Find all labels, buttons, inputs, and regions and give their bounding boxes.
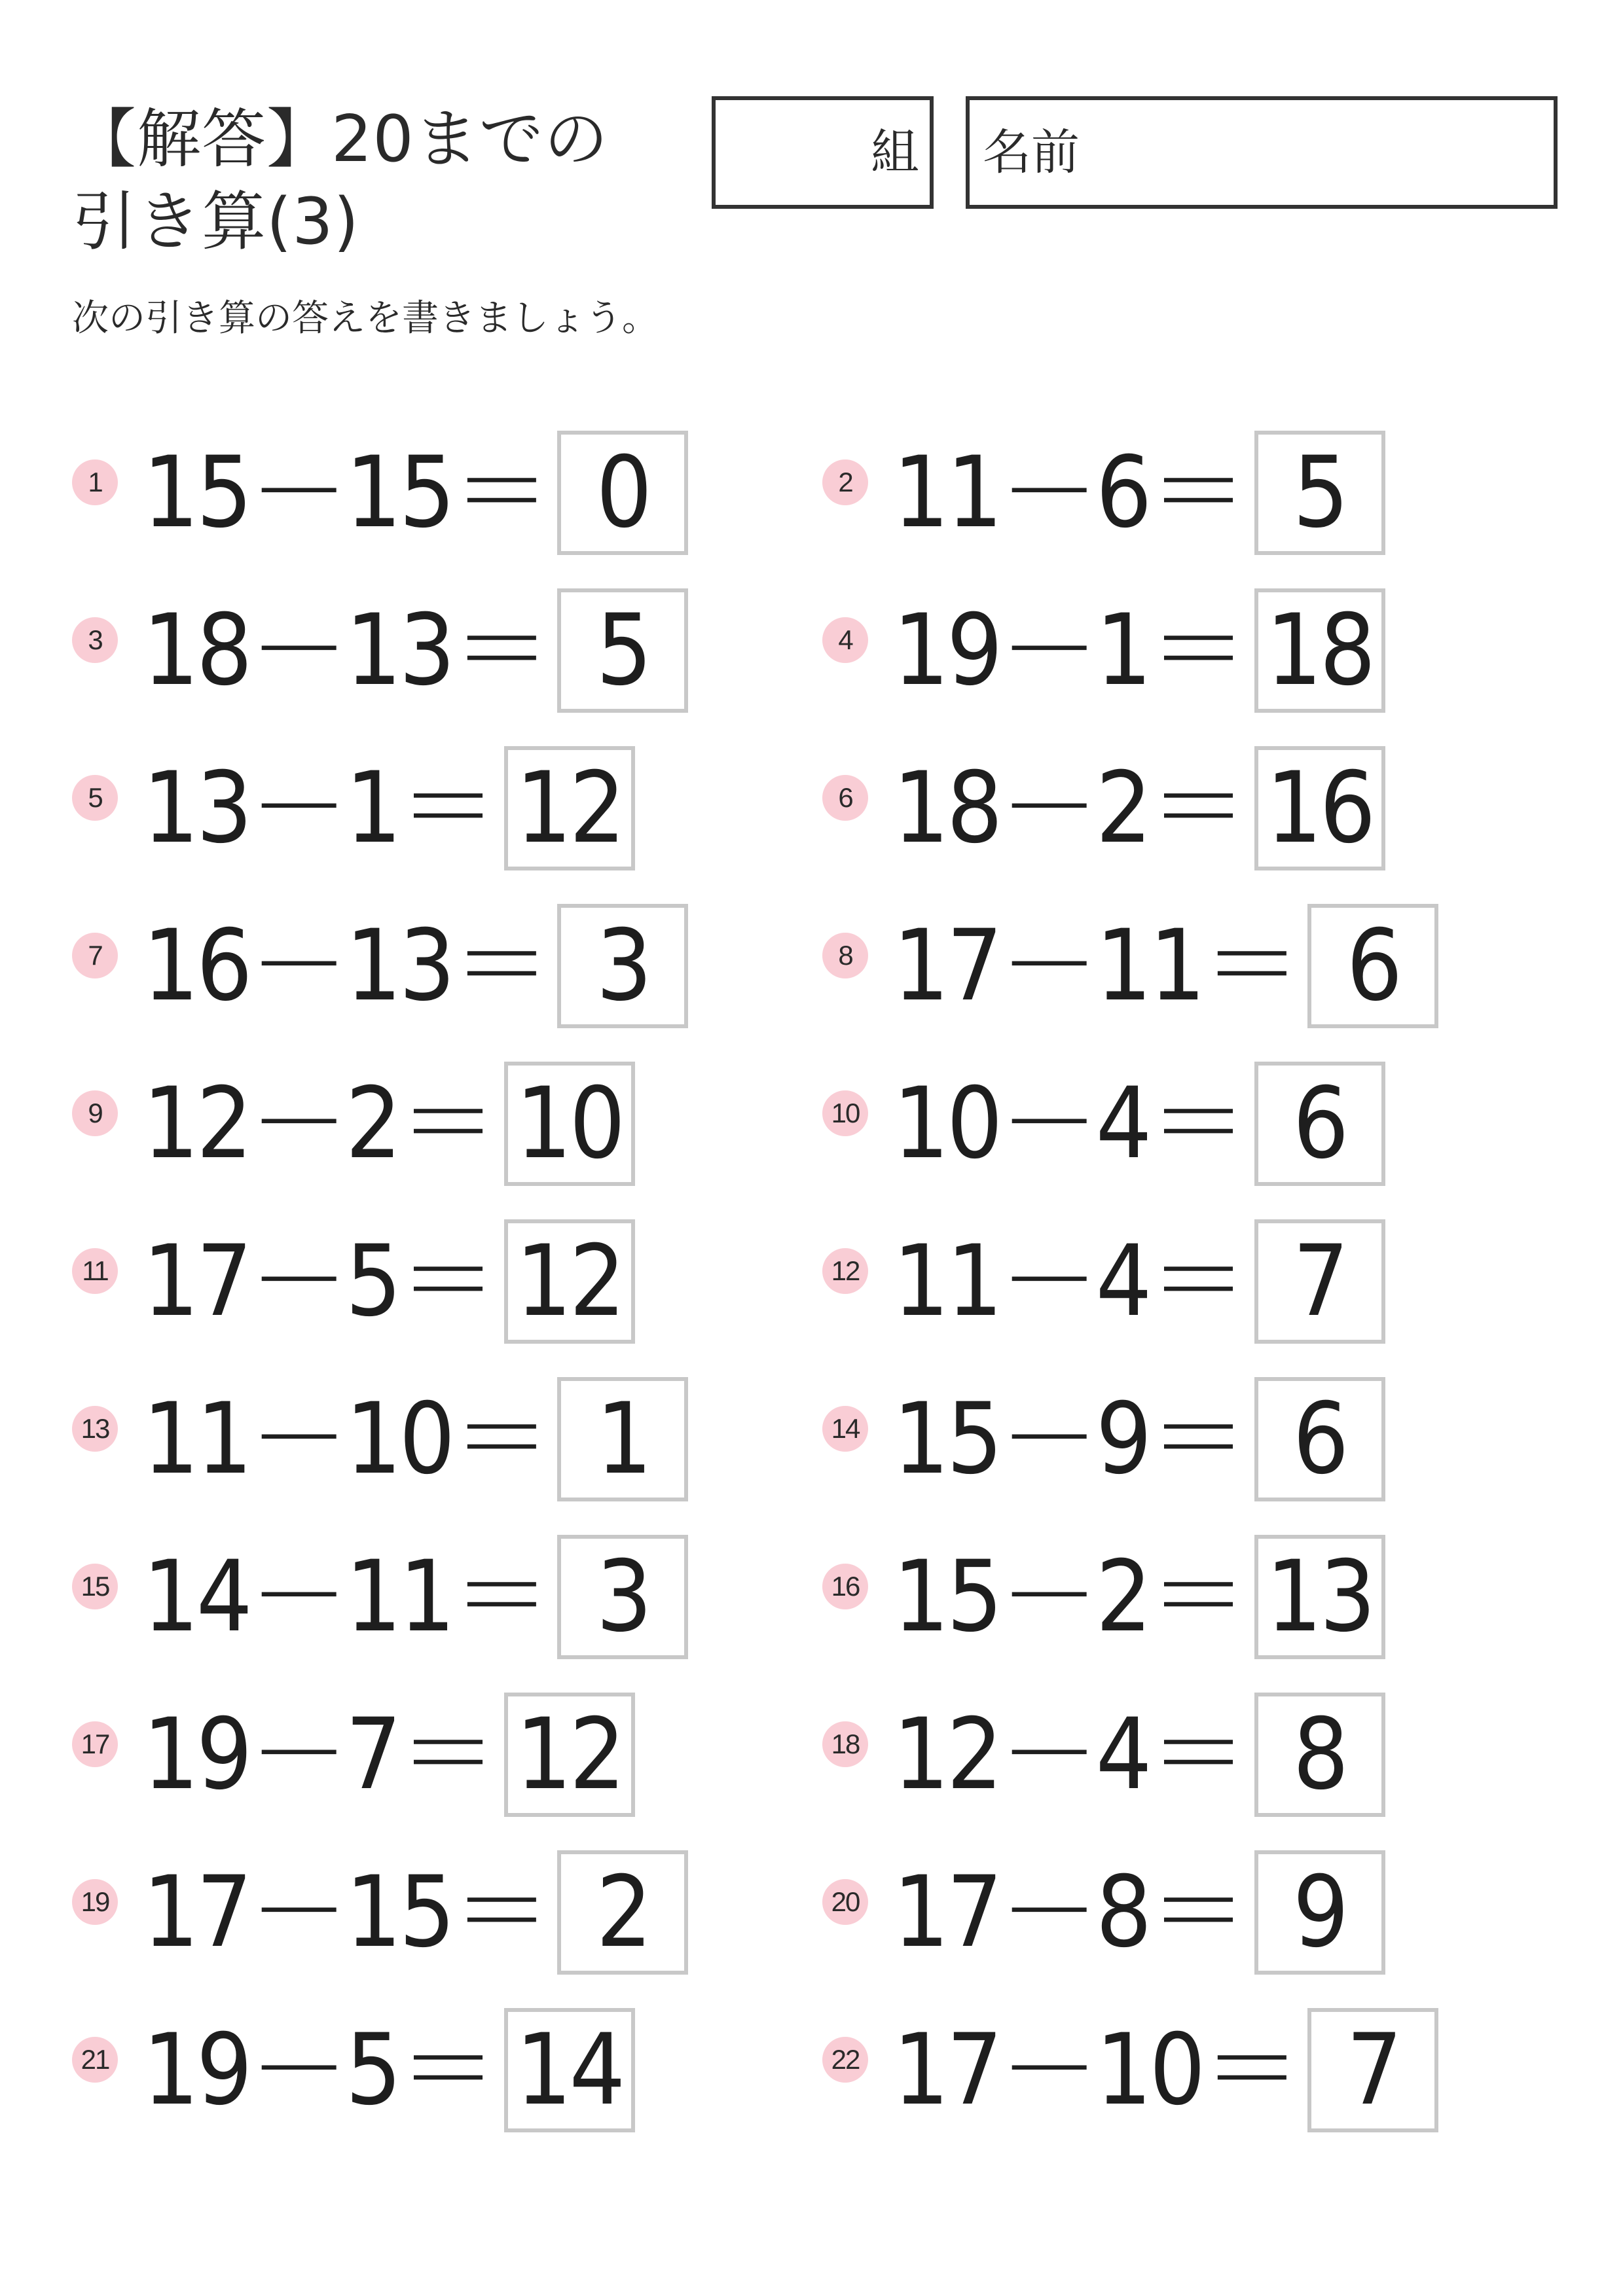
problem-number-badge: 11	[72, 1248, 118, 1294]
name-field[interactable]	[966, 96, 1558, 209]
problem-expression	[143, 746, 635, 870]
problem-expression	[893, 1377, 1385, 1501]
expression-text: 17－8＝	[893, 1856, 1245, 1969]
problem-number-badge: 10	[822, 1090, 868, 1136]
problem-number-badge: 2	[822, 459, 868, 505]
problem-expression	[143, 2008, 635, 2132]
problem-expression	[893, 1062, 1385, 1186]
problem-number-badge: 9	[72, 1090, 118, 1136]
problem-number-badge: 13	[72, 1406, 118, 1452]
answer-box[interactable]: 18	[1254, 588, 1385, 713]
expression-text: 11－6＝	[893, 436, 1245, 550]
problem-number-badge: 3	[72, 617, 118, 663]
problem-expression	[143, 1693, 635, 1817]
problem-expression	[143, 431, 688, 555]
problem-number-badge: 19	[72, 1879, 118, 1925]
expression-text: 17－10＝	[893, 2013, 1299, 2127]
answer-box[interactable]: 3	[557, 1535, 688, 1659]
problem-number-badge: 18	[822, 1721, 868, 1767]
expression-text: 17－5＝	[143, 1225, 495, 1338]
problem-number-badge: 16	[822, 1564, 868, 1609]
problem-number-badge: 20	[822, 1879, 868, 1925]
answer-box[interactable]: 6	[1307, 904, 1438, 1028]
problem-number-badge: 1	[72, 459, 118, 505]
problem-expression	[143, 588, 688, 713]
problem-number-badge: 22	[822, 2037, 868, 2083]
expression-text: 15－2＝	[893, 1540, 1245, 1654]
problem-number-badge: 8	[822, 933, 868, 978]
class-label: 組	[871, 124, 919, 181]
answer-box[interactable]: 0	[557, 431, 688, 555]
answer-box[interactable]: 14	[504, 2008, 635, 2132]
expression-text: 16－13＝	[143, 909, 549, 1023]
problem-expression	[143, 1535, 688, 1659]
page-title: 【解答】20までの引き算(3)	[72, 102, 609, 259]
answer-box[interactable]: 12	[504, 1219, 635, 1344]
problem-number-badge: 12	[822, 1248, 868, 1294]
answer-box[interactable]: 6	[1254, 1377, 1385, 1501]
problem-number-badge: 7	[72, 933, 118, 978]
problem-expression	[893, 588, 1385, 713]
expression-text: 11－4＝	[893, 1225, 1245, 1338]
expression-text: 17－15＝	[143, 1856, 549, 1969]
expression-text: 12－2＝	[143, 1067, 495, 1181]
problem-expression	[893, 1693, 1385, 1817]
problem-expression	[143, 1850, 688, 1975]
problem-expression	[893, 1850, 1385, 1975]
problem-expression	[143, 1377, 688, 1501]
answer-box[interactable]: 12	[504, 1693, 635, 1817]
expression-text: 19－5＝	[143, 2013, 495, 2127]
answer-box[interactable]: 9	[1254, 1850, 1385, 1975]
problem-number-badge: 5	[72, 775, 118, 821]
expression-text: 19－1＝	[893, 594, 1245, 708]
expression-text: 17－11＝	[893, 909, 1299, 1023]
problem-expression	[893, 904, 1438, 1028]
problem-expression	[893, 431, 1385, 555]
answer-box[interactable]: 10	[504, 1062, 635, 1186]
name-label: 名前	[983, 124, 1080, 181]
problem-number-badge: 4	[822, 617, 868, 663]
answer-box[interactable]: 13	[1254, 1535, 1385, 1659]
expression-text: 14－11＝	[143, 1540, 549, 1654]
problem-number-badge: 6	[822, 775, 868, 821]
problem-expression	[143, 1062, 635, 1186]
answer-box[interactable]: 7	[1307, 2008, 1438, 2132]
answer-box[interactable]: 8	[1254, 1693, 1385, 1817]
answer-box[interactable]: 16	[1254, 746, 1385, 870]
problem-number-badge: 15	[72, 1564, 118, 1609]
problem-number-badge: 21	[72, 2037, 118, 2083]
expression-text: 15－9＝	[893, 1382, 1245, 1496]
expression-text: 13－1＝	[143, 751, 495, 865]
expression-text: 12－4＝	[893, 1698, 1245, 1812]
problem-number-badge: 14	[822, 1406, 868, 1452]
problem-expression	[893, 746, 1385, 870]
problem-expression	[893, 1219, 1385, 1344]
answer-box[interactable]: 2	[557, 1850, 688, 1975]
problem-expression	[893, 2008, 1438, 2132]
class-field[interactable]	[712, 96, 934, 209]
answer-box[interactable]: 12	[504, 746, 635, 870]
instruction-text: 次の引き算の答えを書きましょう。	[72, 297, 659, 340]
answer-box[interactable]: 1	[557, 1377, 688, 1501]
answer-box[interactable]: 5	[1254, 431, 1385, 555]
answer-box[interactable]: 3	[557, 904, 688, 1028]
expression-text: 10－4＝	[893, 1067, 1245, 1181]
expression-text: 19－7＝	[143, 1698, 495, 1812]
problem-expression	[893, 1535, 1385, 1659]
expression-text: 11－10＝	[143, 1382, 549, 1496]
problem-number-badge: 17	[72, 1721, 118, 1767]
expression-text: 18－13＝	[143, 594, 549, 708]
answer-box[interactable]: 5	[557, 588, 688, 713]
expression-text: 18－2＝	[893, 751, 1245, 865]
problem-expression	[143, 904, 688, 1028]
problem-expression	[143, 1219, 635, 1344]
answer-box[interactable]: 6	[1254, 1062, 1385, 1186]
expression-text: 15－15＝	[143, 436, 549, 550]
answer-box[interactable]: 7	[1254, 1219, 1385, 1344]
